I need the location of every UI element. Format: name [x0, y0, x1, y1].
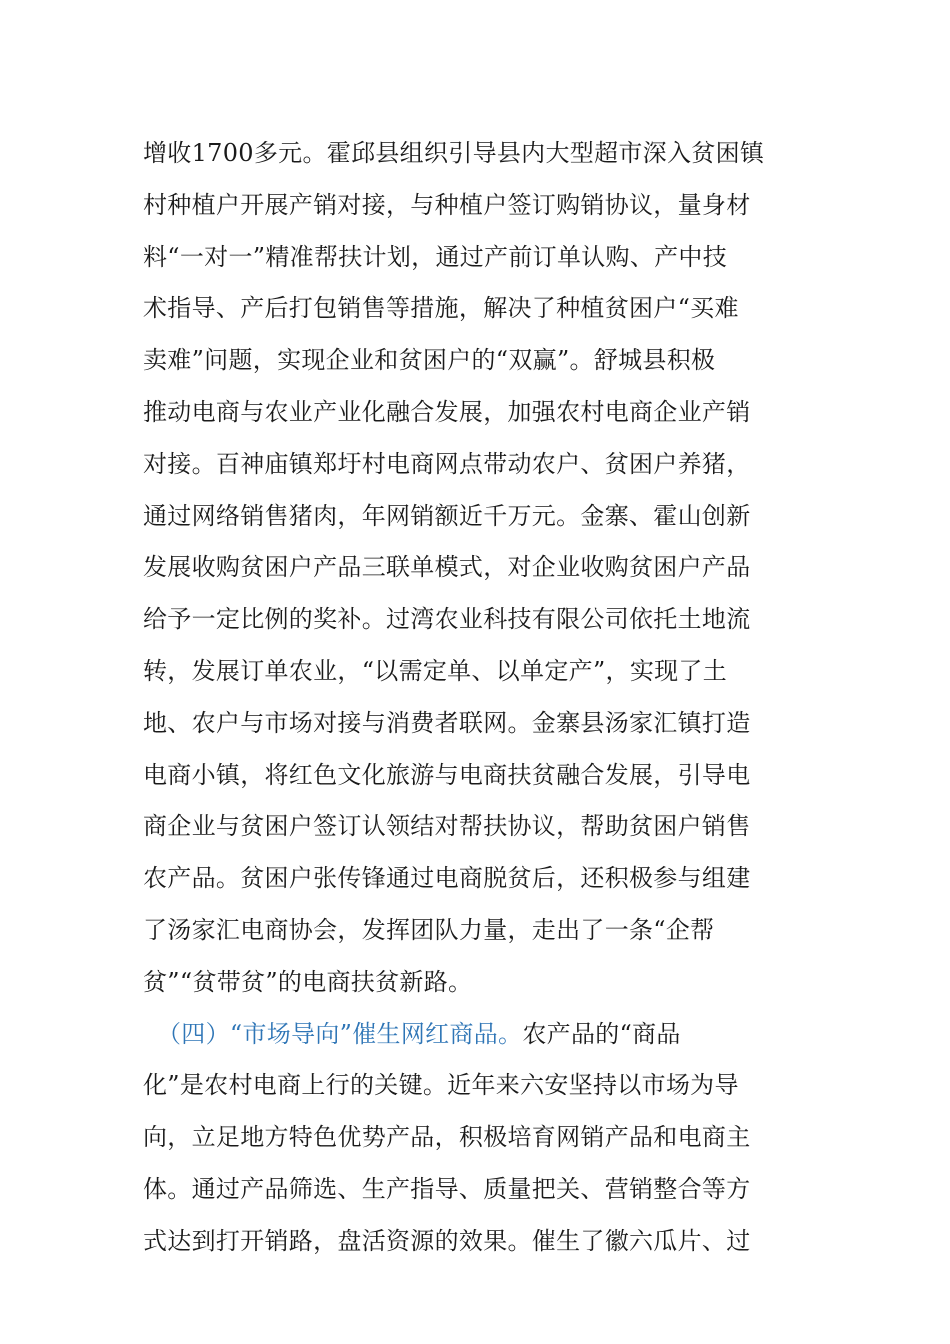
section-heading-line: [143, 1009, 808, 1061]
paragraph-line: 料“一对一”精准帮扶计划，通过产前订单认购、产中技: [143, 242, 728, 271]
paragraph-line: 商企业与贫困户签订认领结对帮扶协议，帮助贫困户销售: [143, 812, 751, 841]
paragraph-line: 农产品。贫困户张传锋通过电商脱贫后，还积极参与组建: [143, 864, 751, 893]
paragraph-line: 通过网络销售猪肉，年网销额近千万元。金寨、霍山创新: [143, 501, 751, 530]
paragraph-line: 转，发展订单农业，“以需定单、以单定产”，实现了土: [143, 656, 728, 685]
paragraph-line: 术指导、产后打包销售等措施，解决了种植贫困户“买难: [143, 294, 739, 323]
section-line: 化”是农村电商上行的关键。近年来六安坚持以市场为导: [143, 1071, 739, 1100]
section-heading: （四）“市场导向”催生网红商品。: [157, 1019, 523, 1048]
section-line: 向，立足地方特色优势产品，积极培育网销产品和电商主: [143, 1123, 751, 1152]
section-heading-rest: 农产品的“商品: [522, 1019, 681, 1048]
paragraph-line: 村种植户开展产销对接，与种植户签订购销协议，量身材: [143, 190, 751, 219]
body-text: [143, 128, 808, 1268]
paragraph-line: 了汤家汇电商协会，发挥团队力量，走出了一条“企帮: [143, 915, 715, 944]
section-line: 体。通过产品筛选、生产指导、质量把关、营销整合等方: [143, 1174, 751, 1203]
paragraph-line: 对接。百神庙镇郑圩村电商网点带动农户、贫困户养猪，: [143, 449, 751, 478]
paragraph-line: 推动电商与农业产业化融合发展，加强农村电商企业产销: [143, 397, 751, 426]
paragraph-line: 电商小镇，将红色文化旅游与电商扶贫融合发展，引导电: [143, 760, 751, 789]
paragraph-line: 卖难”问题，实现企业和贫困户的“双赢”。舒城县积极: [143, 346, 716, 375]
paragraph-line: 贫”“贫带贫”的电商扶贫新路。: [143, 967, 473, 996]
paragraph-line: 增收1700多元。霍邱县组织引导县内大型超市深入贫困镇: [143, 139, 765, 167]
paragraph-line: 地、农户与市场对接与消费者联网。金寨县汤家汇镇打造: [143, 708, 751, 737]
paragraph-line: 给予一定比例的奖补。过湾农业科技有限公司依托土地流: [143, 605, 751, 634]
paragraph-line: 发展收购贫困户产品三联单模式，对企业收购贫困户产品: [143, 553, 751, 582]
section-line: 式达到打开销路，盘活资源的效果。催生了徽六瓜片、过: [143, 1226, 751, 1255]
